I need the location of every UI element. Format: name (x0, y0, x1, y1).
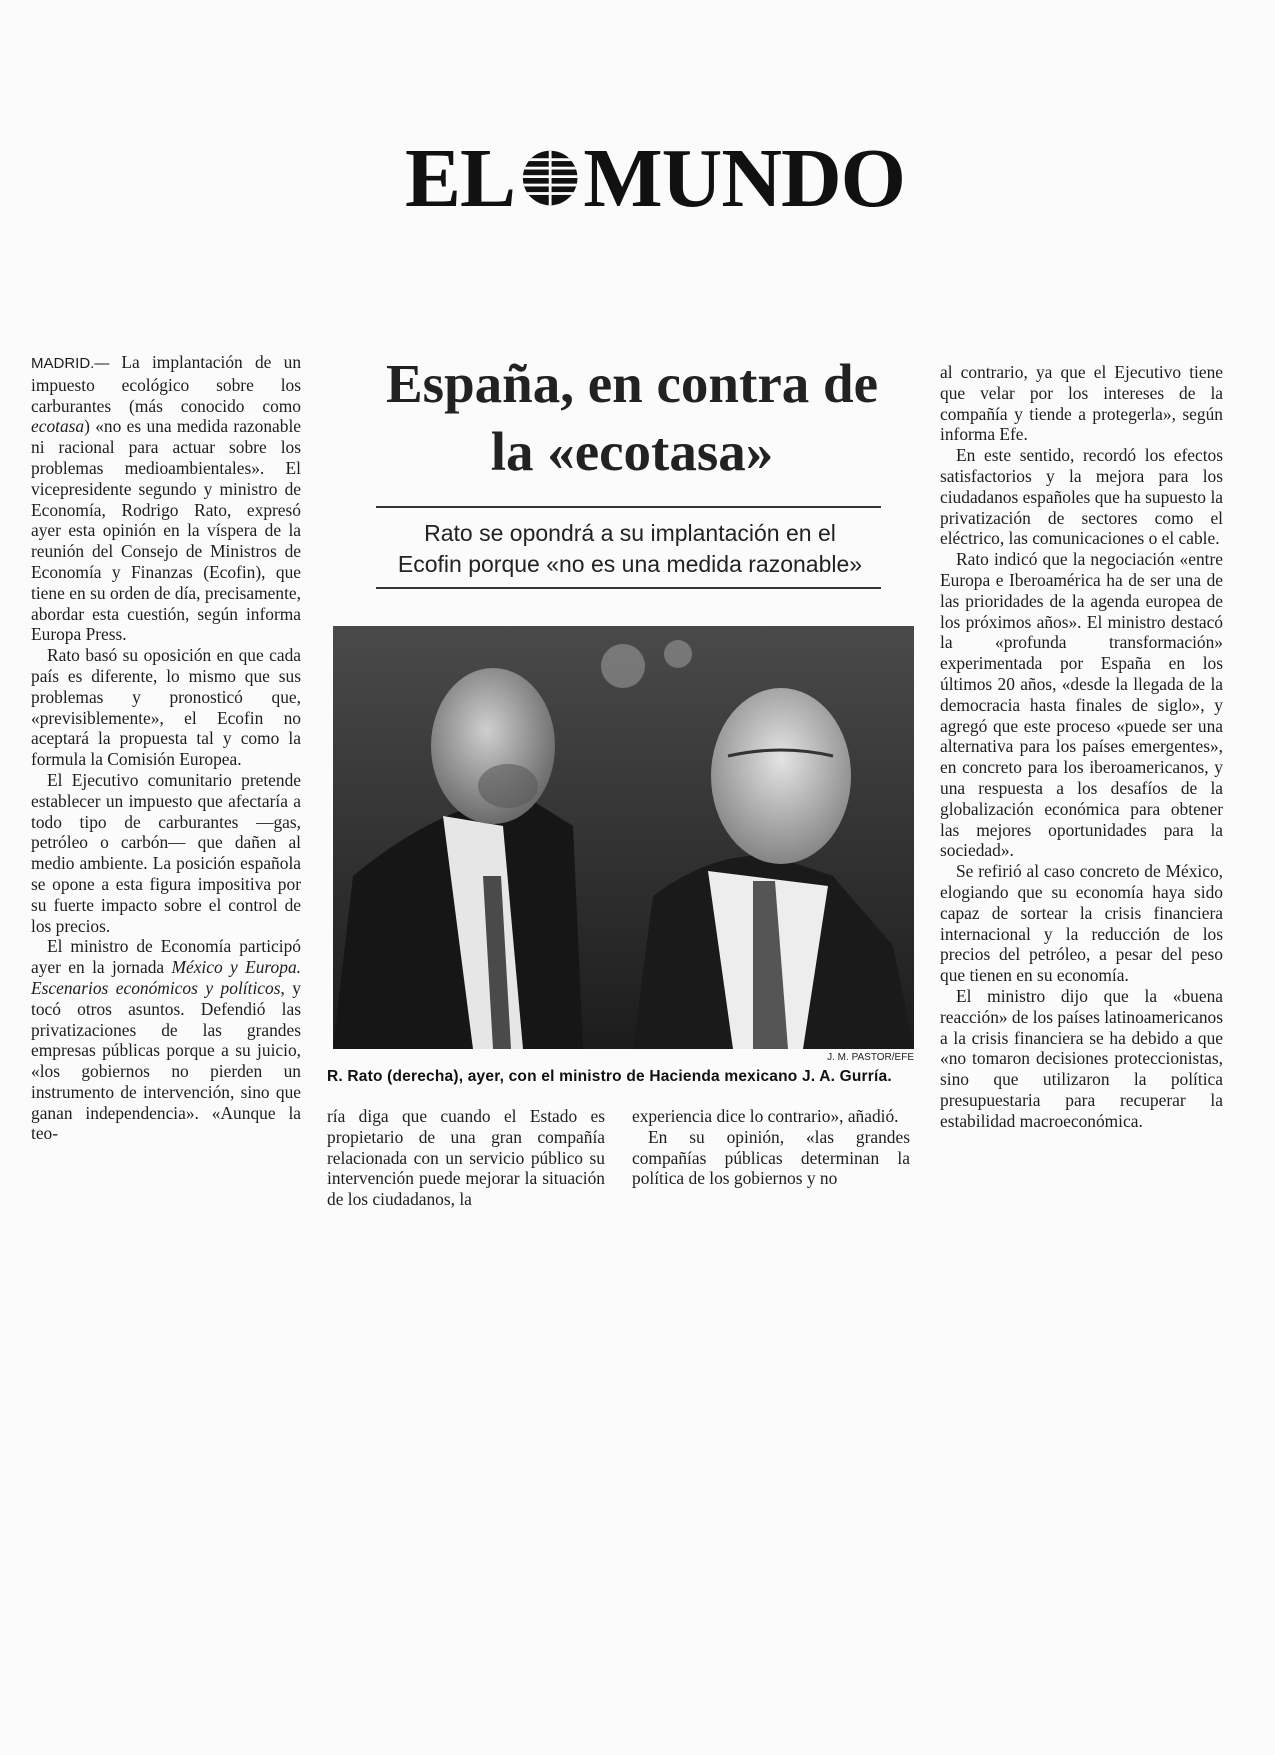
article-column-1 (31, 352, 301, 1144)
news-photo (333, 626, 914, 1049)
text: La implantación de un impuesto ecológico sobre los carburantes (más conocido como (31, 352, 302, 416)
headline-line-1: España, en contra de (386, 353, 878, 414)
article-column-3 (632, 1106, 910, 1189)
paragraph: En su opinión, «las grandes compañías públicas determinan la política de los gobiernos y no (632, 1126, 910, 1189)
newspaper-masthead (405, 128, 905, 228)
globe-icon (521, 147, 579, 209)
emphasis: ecotasa (31, 416, 85, 437)
photo-caption: R. Rato (derecha), ayer, con el ministro de Hacienda mexicano J. A. Gurría. (327, 1068, 892, 1085)
paragraph: El ministro dijo que la «buena reacción» de los países latinoamericanos a la crisis financiera se ha debido a que «no tomaron decisiones proteccionistas, sino que utilizaron la política presupuestaria para recuperar la estabilidad macroeconómica. (940, 985, 1223, 1131)
paragraph: experiencia dice lo contrario», añadió. (632, 1106, 899, 1126)
masthead-mundo: MUNDO (583, 131, 905, 225)
article-column-2 (327, 1106, 605, 1210)
paragraph: ría diga que cuando el Estado es propietario de una gran compañía relacionada con un servicio público su intervención puede mejorar la situación de los ciudadanos, la (327, 1106, 605, 1210)
text: ) «no es una medida razonable ni racional para actuar sobre los problemas medioambientales». El vicepresidente segundo y ministro de Economía, Rodrigo Rato, expresó ayer esta opinión en la víspera de la reunión del Consejo de Ministros de Economía y Finanzas (Ecofin), que tiene en su orden de día, precisamente, abordar esta cuestión, según informa Europa Press. (31, 416, 301, 645)
paragraph: El Ejecutivo comunitario pretende establecer un impuesto que afectaría a todo tipo de carburantes —gas, petróleo o carbón— que dañen al medio ambiente. La posición española se opone a esta figura impositiva por su fuerte impacto sobre el control de los precios. (31, 769, 301, 936)
paragraph: En este sentido, recordó los efectos satisfactorios y la mejora para los ciudadanos españoles que ha supuesto la privatización de sectores como el eléctrico, las comunicaciones o el cable. (940, 445, 1223, 549)
headline (332, 350, 932, 486)
emphasis: México y Europa. Escenarios económicos y políticos (31, 957, 301, 998)
paragraph: Rato basó su oposición en que cada país es diferente, lo mismo que sus problemas y pronosticó que, «previsiblemente», el Ecofin no aceptará la propuesta tal y como la formula la Comisión Europea. (31, 645, 301, 770)
dateline: MADRID.— (31, 355, 122, 372)
paragraph (31, 352, 301, 645)
headline-line-2: la «ecotasa» (490, 421, 774, 482)
text: , y tocó otros asuntos. Defendió las privatizaciones de las grandes empresas públicas porque a su juicio, «los gobiernos no pierden un instrumento de intervención, sino que ganan independencia». «Aunque la teo- (31, 977, 301, 1144)
subhead-line-1: Rato se opondrá a su implantación en el (424, 520, 836, 546)
subhead-line-2: Ecofin porque «no es una medida razonable» (397, 551, 863, 577)
photo-credit: J. M. PASTOR/EFE (827, 1052, 914, 1063)
text: El ministro de Economía participó ayer en la jornada (31, 936, 301, 978)
subheadline (360, 518, 900, 580)
divider (376, 506, 881, 508)
paragraph: Rato indicó que la negociación «entre Europa e Iberoamérica ha de ser una de las prioridades de la agenda europea de los próximos años». El ministro destacó la «profunda transformación» experimentada por España en los últimos 20 años, «desde la llegada de la democracia hasta finales de siglo», y agregó que este proceso «puede ser una alternativa para los países emergentes», en concreto para los iberoamericanos, y una respuesta a los desafíos de la globalización económica para obtener las mejores oportunidades para la sociedad». (940, 549, 1223, 861)
divider (376, 587, 881, 589)
paragraph: al contrario, ya que el Ejecutivo tiene que velar por los intereses de la compañía y tiende a protegerla», según informa Efe. (940, 362, 1223, 445)
article-column-4 (940, 362, 1223, 1131)
paragraph: Se refirió al caso concreto de México, elogiando que su economía haya sido capaz de sortear la crisis financiera internacional y la reducción de los precios del petróleo, a pesar del peso que tienen en su economía. (940, 861, 1223, 986)
masthead-el: EL (405, 131, 516, 225)
paragraph (31, 936, 301, 1144)
